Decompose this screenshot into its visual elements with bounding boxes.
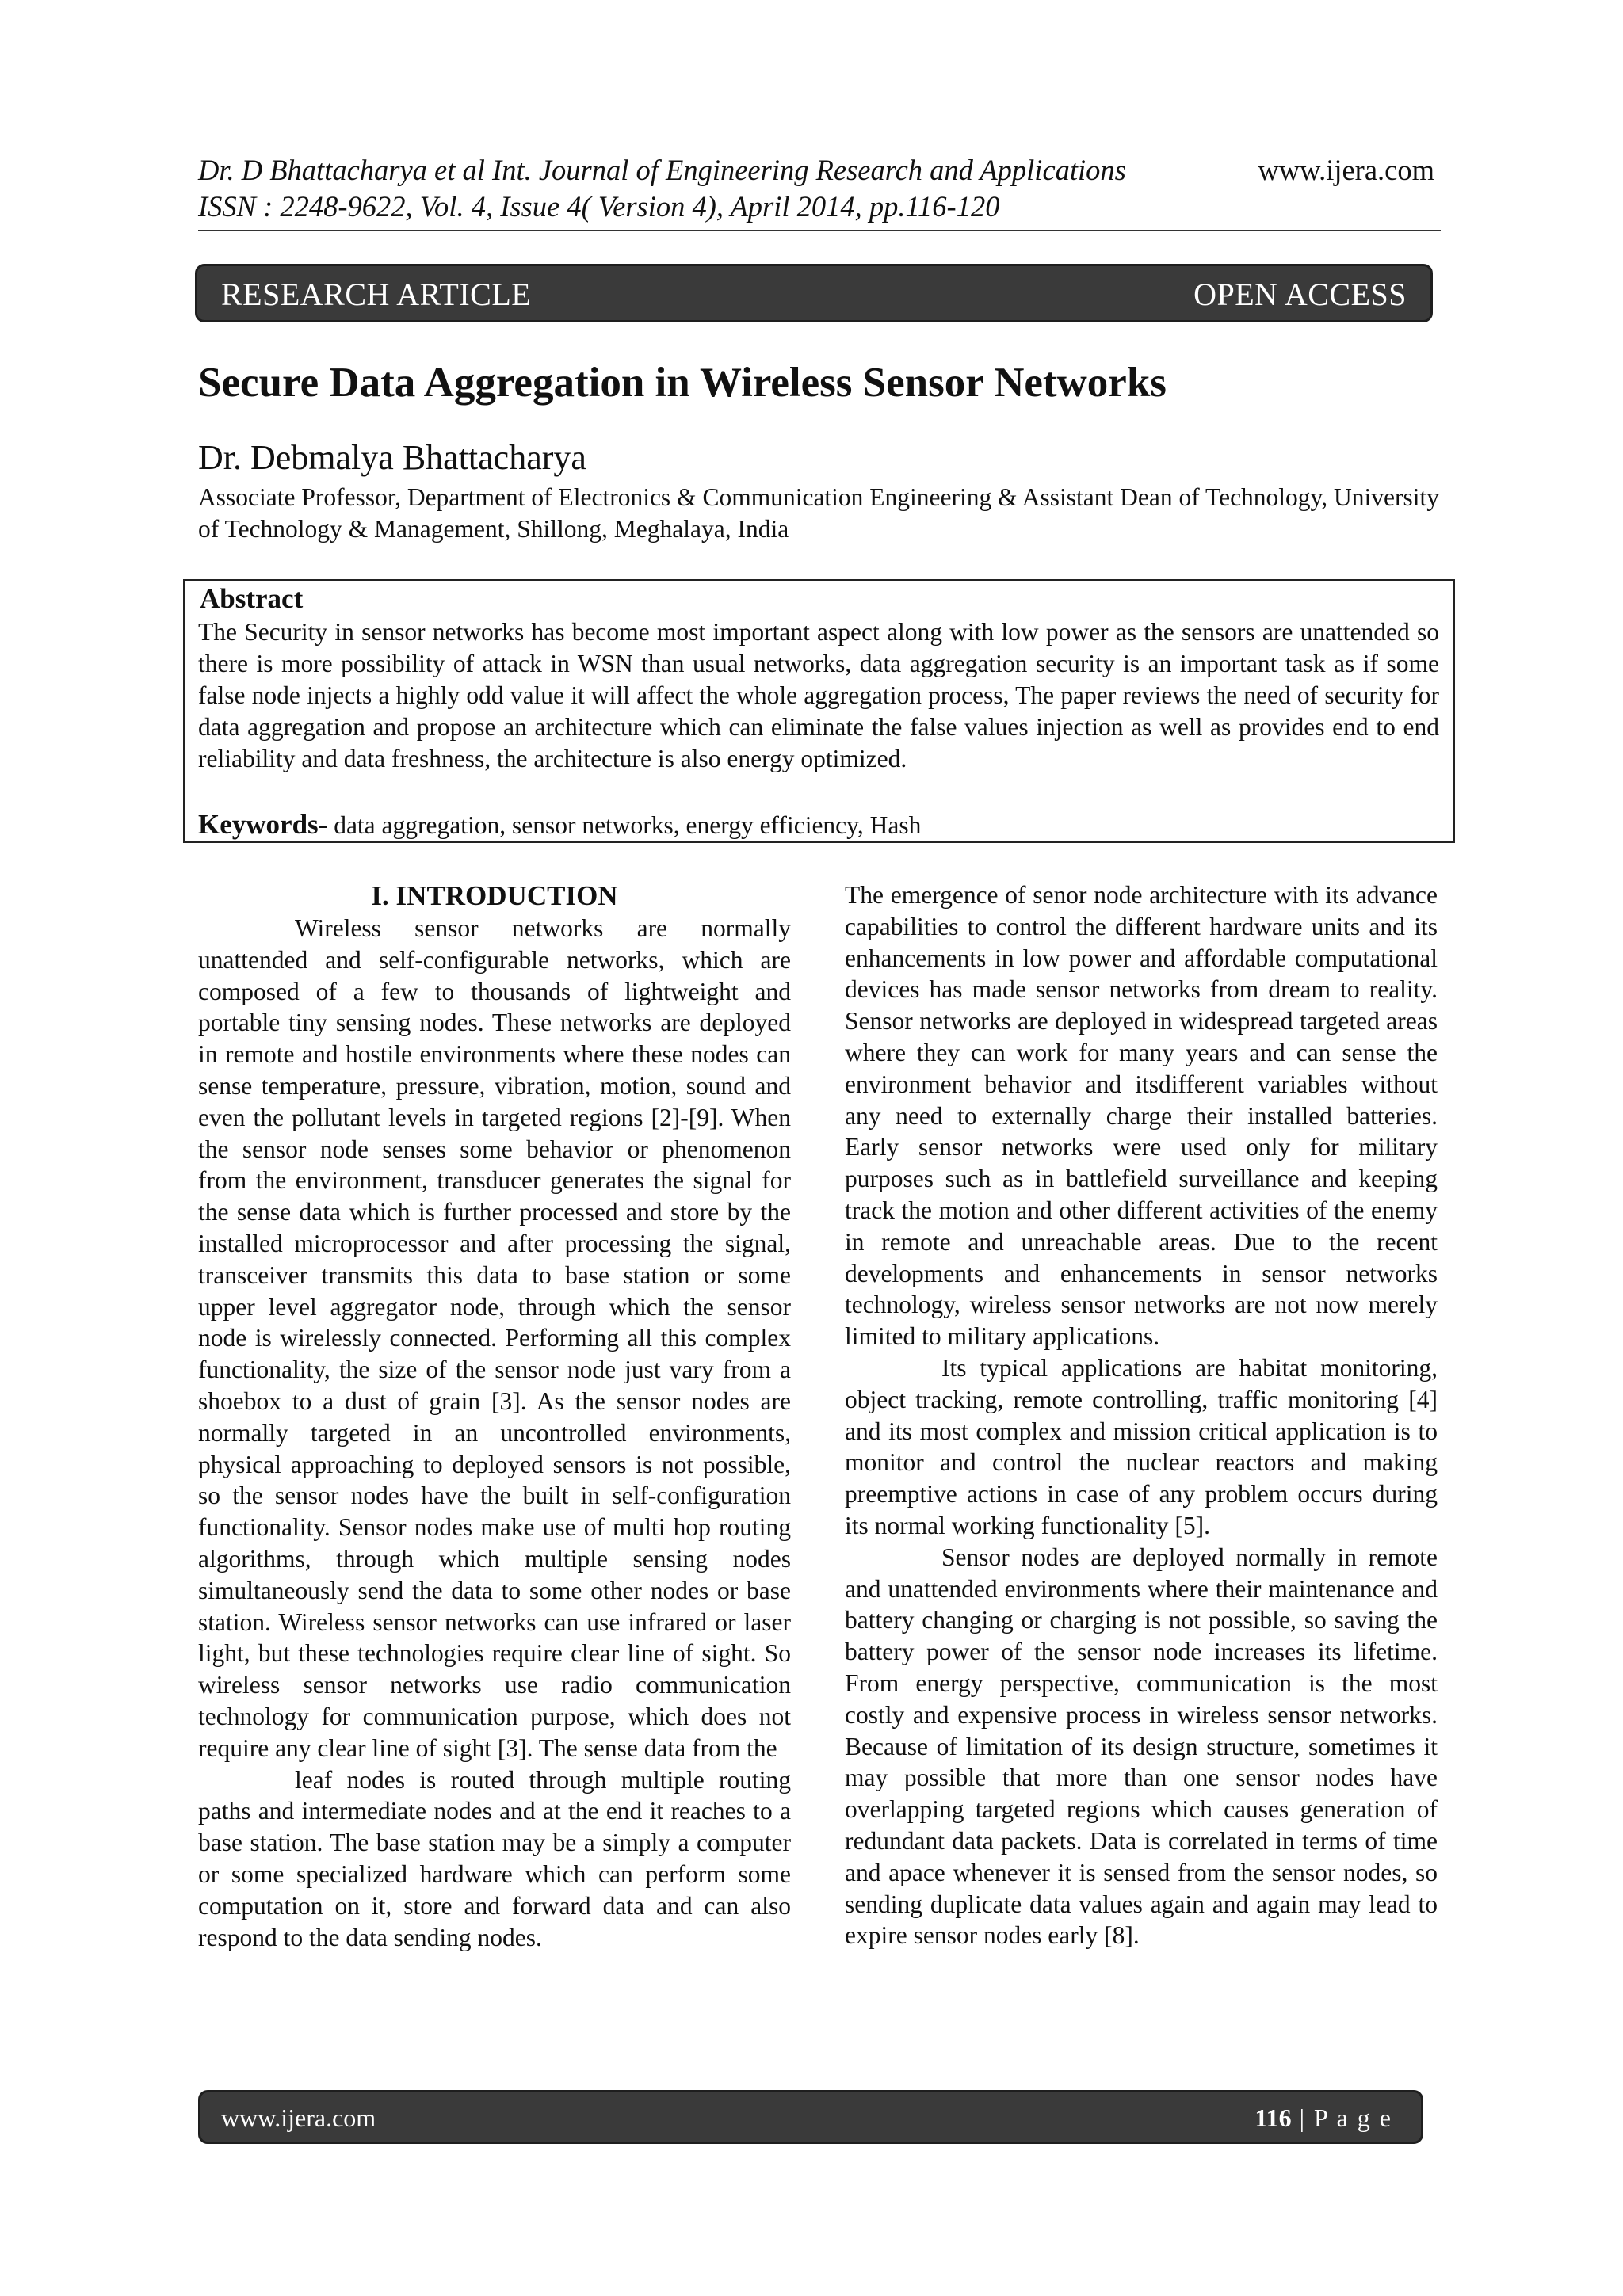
right-column xyxy=(845,879,1438,1951)
intro-paragraph-3: The emergence of senor node architecture with its advance capabilities to control the different hardware units and its enhancements in low power and affordable computational devices has made sensor networks from dream to reality. Sensor networks are deployed in widespread targeted areas where they can work for many years and can sense the environment behavior and itsdifferent variables without any need to externally charge their installed batteries. Early sensor networks were used only for military purposes such as in battlefield surveillance and keeping track the motion and other different activities of the enemy in remote and unreachable areas. Due to the recent developments and enhancements in sensor networks technology, wireless sensor networks are not now merely limited to military applications. xyxy=(845,881,1438,1351)
author-affiliation: Associate Professor, Department of Electronics & Communication Engineering & Assistant Dean of Technology, University of Technology & Management, Shillong, Meghalaya, India xyxy=(198,483,1439,543)
article-type-label: RESEARCH ARTICLE xyxy=(221,277,532,312)
author-name: Dr. Debmalya Bhattacharya xyxy=(198,438,586,477)
article-type-banner xyxy=(195,264,1433,322)
left-column xyxy=(198,879,791,1953)
access-type-label: OPEN ACCESS xyxy=(1193,277,1407,312)
running-header xyxy=(198,152,1441,225)
footer-website[interactable]: www.ijera.com xyxy=(221,2103,376,2132)
journal-citation: Dr. D Bhattacharya et al Int. Journal of Engineering Research and Applications xyxy=(198,154,1126,186)
page-number-value: 116 xyxy=(1254,2103,1292,2132)
abstract-heading: Abstract xyxy=(200,583,304,614)
keywords-label: Keywords- xyxy=(198,809,328,840)
header-website[interactable]: www.ijera.com xyxy=(1258,154,1434,186)
section-heading-introduction: I. INTRODUCTION xyxy=(371,880,618,911)
issn-line: ISSN : 2248-9622, Vol. 4, Issue 4( Version 4), April 2014, pp.116-120 xyxy=(198,190,1000,223)
paper-title: Secure Data Aggregation in Wireless Sensor Networks xyxy=(198,360,1167,406)
page-label: | P a g e xyxy=(1291,2103,1392,2132)
intro-paragraph-4: Its typical applications are habitat monitoring, object tracking, remote controlling, traffic monitoring [4] and its most complex and mission critical application is to monitor and control the nuclear reactors and making preemptive actions in case of any problem occurs during its normal working functionality [5]. xyxy=(845,1353,1438,1539)
keywords-list: data aggregation, sensor networks, energy efficiency, Hash xyxy=(327,811,922,839)
page-footer xyxy=(198,2090,1423,2144)
keywords-line xyxy=(198,809,1439,841)
header-divider xyxy=(198,230,1441,231)
intro-paragraph-5: Sensor nodes are deployed normally in remote and unattended environments where their maintenance and battery changing or charging is not possible, so saving the battery power of the sensor node increases its lifetime. From energy perspective, communication is the most costly and expensive process in wireless sensor networks. Because of limitation of its design structure, sometimes it may possible that more than one sensor nodes have overlapping targeted regions which causes generation of redundant data packets. Data is correlated in terms of time and apace whenever it is sensed from the sensor nodes, so sending duplicate data values again and again may lead to expire sensor nodes early [8]. xyxy=(845,1543,1438,1950)
abstract-text: The Security in sensor networks has become most important aspect along with low power as the sensors are unattended so there is more possibility of attack in WSN than usual networks, data aggregation security is an important task as if some false node injects a highly odd value it will affect the whole aggregation process, The paper reviews the need of security for data aggregation and propose an architecture which can eliminate the false values injection as well as provides end to end reliability and data freshness, the architecture is also energy optimized. xyxy=(198,618,1439,772)
intro-paragraph-2: leaf nodes is routed through multiple routing paths and intermediate nodes and at the end it reaches to a base station. The base station may be a simply a computer or some specialized hardware which can perform some computation on it, store and forward data and can also respond to the data sending nodes. xyxy=(198,1765,791,1951)
intro-paragraph-1: Wireless sensor networks are normally unattended and self-configurable networks, which are composed of a few to thousands of lightweight and portable tiny sensing nodes. These networks are deployed in remote and hostile environments where these nodes can sense temperature, pressure, vibration, motion, sound and even the pollutant levels in targeted regions [2]-[9]. When the sensor node senses some behavior or phenomenon from the environment, transducer generates the signal for the sense data which is further processed and store by the installed microprocessor and after processing the signal, transceiver transmits this data to base station or some upper level aggregator node, through which the sensor node is wirelessly connected. Performing all this complex functionality, the size of the sensor node just vary from a shoebox to a dust of grain [3]. As the sensor nodes are normally targeted in an uncontrolled environments, physical approaching to deployed sensors is not possible, so the sensor nodes have the built in self-configuration functionality. Sensor nodes make use of multi hop routing algorithms, through which multiple sensing nodes simultaneously send the data to some other nodes or base station. Wireless sensor networks can use infrared or laser light, but these technologies require clear line of sight. So wireless sensor networks use radio communication technology for communication purpose, which does not require any clear line of sight [3]. The sense data from the xyxy=(198,914,791,1762)
page-number xyxy=(1254,2102,1392,2134)
